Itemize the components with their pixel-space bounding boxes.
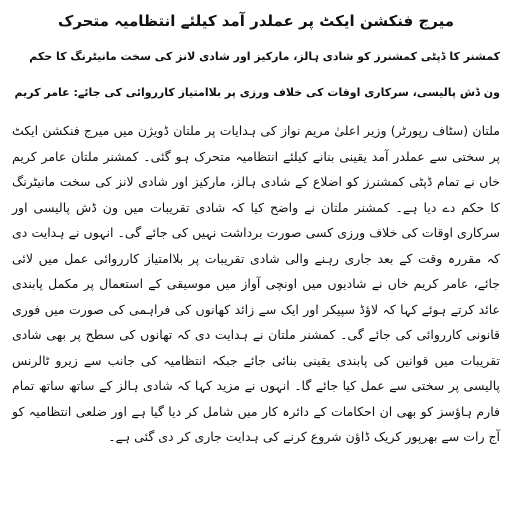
article-subhead-1: کمشنر کا ڈپٹی کمشنرز کو شادی ہالز، مارکیز اور شادی لانز کی سخت مانیٹرنگ کا حکم	[29, 50, 500, 63]
article-body	[12, 118, 500, 450]
article-headline: میرج فنکشن ایکٹ پر عملدر آمد کیلئے انتظامیہ متحرک	[57, 12, 455, 30]
article-dateline: ملتان (سٹاف رپورٹر)	[390, 123, 500, 138]
article-body-text: وزیر اعلیٰ مریم نواز کی ہدایات پر ملتان ڈویژن میں میرج فنکشن ایکٹ پر سختی سے عملدر آمد یقینی بنانے کیلئے انتظامیہ متحرک ہو گئی۔ کمشنر ملتان عامر کریم خاں نے تمام ڈپٹی کمشنرز کو اضلاع کے شادی ہالز، مارکیز اور شادی لانز کی سخت مانیٹرنگ کا حکم دے دیا ہے۔ کمشنر ملتان نے واضح کیا کہ شادی تقریبات میں ون ڈش پالیسی اور سرکاری اوقات کی خلاف ورزی کسی صورت برداشت نہیں کی جائے گی۔ انہوں نے ہدایت دی کہ مقررہ وقت کے بعد جاری رہنے والی شادی تقریبات پر بلاامتیاز کارروائی عمل میں لائی جائے، عامر کریم خاں نے شادیوں میں اونچی آواز میں موسیقی کے استعمال پر مکمل پابندی عائد کرتے ہوئے کہا کہ لاؤڈ سپیکر اور ایک سے زائد کھانوں کی فراہمی کی صورت میں فوری قانونی کارروائی کی جائے گی۔ کمشنر ملتان نے ہدایت دی کہ تھانوں کی سطح پر بھی شادی تقریبات میں قوانین کی پابندی یقینی بنائی جائے جبکہ انتظامیہ کی جانب سے زیرو ٹالرنس پالیسی پر سختی سے عمل کیا جائے گا۔ انہوں نے مزید کہا کہ شادی ہالز کے ساتھ ساتھ تمام فارم ہاؤسز کو بھی ان احکامات کے دائرہ کار میں شامل کر دیا گیا ہے اور ضلعی انتظامیہ کو آج رات سے بھرپور کریک ڈاؤن شروع کرنے کی ہدایت جاری کر دی گئی ہے۔	[12, 123, 500, 444]
article-subhead-2: ون ڈش پالیسی، سرکاری اوقات کی خلاف ورزی پر بلاامتیاز کارروائی کی جائے: عامر کریم	[14, 86, 500, 99]
